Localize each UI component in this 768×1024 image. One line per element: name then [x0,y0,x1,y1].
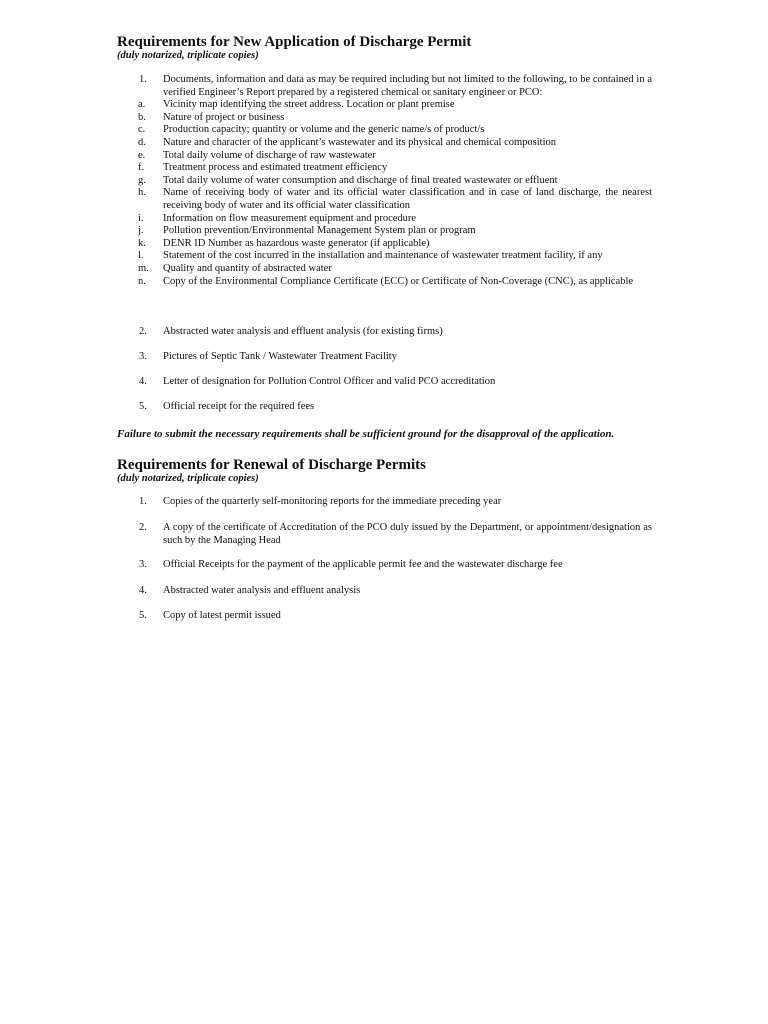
renewal-item-5-text: Copy of latest permit issued [163,610,281,621]
new-item-2-number: 2. [139,326,147,337]
sub-item-letter: e. [138,149,146,161]
sub-item-letter: g. [138,174,146,186]
sub-item-f [117,162,652,175]
sub-item-m [117,263,652,276]
sub-item-letter: a. [138,99,146,111]
new-item-5-text: Official receipt for the required fees [163,401,315,412]
sub-item-j [117,225,652,238]
renewal-item-2 [117,522,652,547]
renewal-item-1-text: Copies of the quarterly self-monitoring reports for the immediate preceding year [163,496,502,507]
sub-item-text: Nature and character of the applicant’s wastewater and its physical and chemical composition [163,136,557,148]
sub-item-n [117,276,652,289]
sub-item-text: Quality and quantity of abstracted water [163,262,332,274]
renewal-item-1 [117,496,652,509]
new-item-1-text: Documents, information and data as may be required including but not limited to the following, to be contained in a verified Engineer’s Report prepared by a registered chemical or sanitary engineer or PCO: [163,74,652,98]
new-item-4-text: Letter of designation for Pollution Control Officer and valid PCO accreditation [163,376,496,387]
new-item-5-number: 5. [139,401,147,412]
renewal-item-5-number: 5. [139,610,147,621]
sub-item-letter: f. [138,162,145,174]
sub-item-letter: i. [138,212,144,224]
sub-item-letter: j. [138,225,144,237]
renewal-item-2-text: A copy of the certificate of Accreditation of the PCO duly issued by the Department, or appointment/designation as such by the Managing Head [163,522,652,546]
sub-item-letter: b. [138,111,146,123]
sub-item-text: DENR ID Number as hazardous waste generator (if applicable) [163,237,430,249]
renewal-item-1-number: 1. [139,496,147,507]
sub-item-text: Name of receiving body of water and its official water classification and in case of land discharge, the nearest receiving body of water and its official water classification [163,187,652,211]
sub-item-text: Treatment process and estimated treatment efficiency [163,162,388,174]
sub-item-h [117,187,652,212]
new-item-1-sublist [117,99,652,288]
sub-item-letter: n. [138,275,146,287]
new-item-3 [117,351,652,364]
sub-item-text: Production capacity; quantity or volume and the generic name/s of product/s [163,124,485,136]
renewal-title: Requirements for Renewal of Discharge Permits [117,457,426,473]
renewal-subtitle: (duly notarized, triplicate copies) [117,473,259,484]
new-application-title: Requirements for New Application of Discharge Permit [117,34,472,50]
renewal-item-4-text: Abstracted water analysis and effluent analysis [163,585,361,596]
sub-item-b [117,112,652,125]
sub-item-k [117,238,652,251]
renewal-item-5 [117,610,652,623]
renewal-item-3-number: 3. [139,559,147,570]
new-item-5 [117,401,652,414]
new-item-4 [117,376,652,389]
sub-item-letter: m. [138,262,149,274]
renewal-item-4 [117,585,652,598]
sub-item-letter: d. [138,136,146,148]
sub-item-c [117,124,652,137]
failure-warning: Failure to submit the necessary requirements shall be sufficient ground for the disapproval of the application. [117,428,615,440]
sub-item-text: Total daily volume of water consumption and discharge of final treated wastewater or effluent [163,174,558,186]
sub-item-a [117,99,652,112]
new-item-2 [117,326,652,339]
new-item-1 [117,74,652,288]
sub-item-letter: c. [138,124,146,136]
sub-item-text: Copy of the Environmental Compliance Certificate (ECC) or Certificate of Non-Coverage (CNC), as applicable [163,275,634,287]
new-item-4-number: 4. [139,376,147,387]
sub-item-letter: k. [138,237,146,249]
new-item-3-text: Pictures of Septic Tank / Wastewater Treatment Facility [163,351,397,362]
renewal-item-2-number: 2. [139,522,147,533]
sub-item-text: Statement of the cost incurred in the installation and maintenance of wastewater treatment facility, if any [163,250,603,262]
sub-item-g [117,175,652,188]
sub-item-letter: l. [138,250,144,262]
sub-item-letter: h. [138,187,146,199]
sub-item-text: Nature of project or business [163,111,285,123]
sub-item-d [117,137,652,150]
new-item-2-text: Abstracted water analysis and effluent analysis (for existing firms) [163,326,443,337]
new-item-3-number: 3. [139,351,147,362]
sub-item-text: Pollution prevention/Environmental Management System plan or program [163,225,476,237]
sub-item-text: Vicinity map identifying the street address. Location or plant premise [163,99,455,111]
sub-item-text: Total daily volume of discharge of raw wastewater [163,149,376,161]
sub-item-e [117,150,652,163]
renewal-item-3-text: Official Receipts for the payment of the applicable permit fee and the wastewater discharge fee [163,559,563,570]
sub-item-l [117,250,652,263]
new-item-1-number: 1. [139,74,147,85]
sub-item-text: Information on flow measurement equipment and procedure [163,212,417,224]
renewal-item-4-number: 4. [139,585,147,596]
new-application-subtitle: (duly notarized, triplicate copies) [117,50,259,61]
sub-item-i [117,213,652,226]
renewal-item-3 [117,559,652,572]
